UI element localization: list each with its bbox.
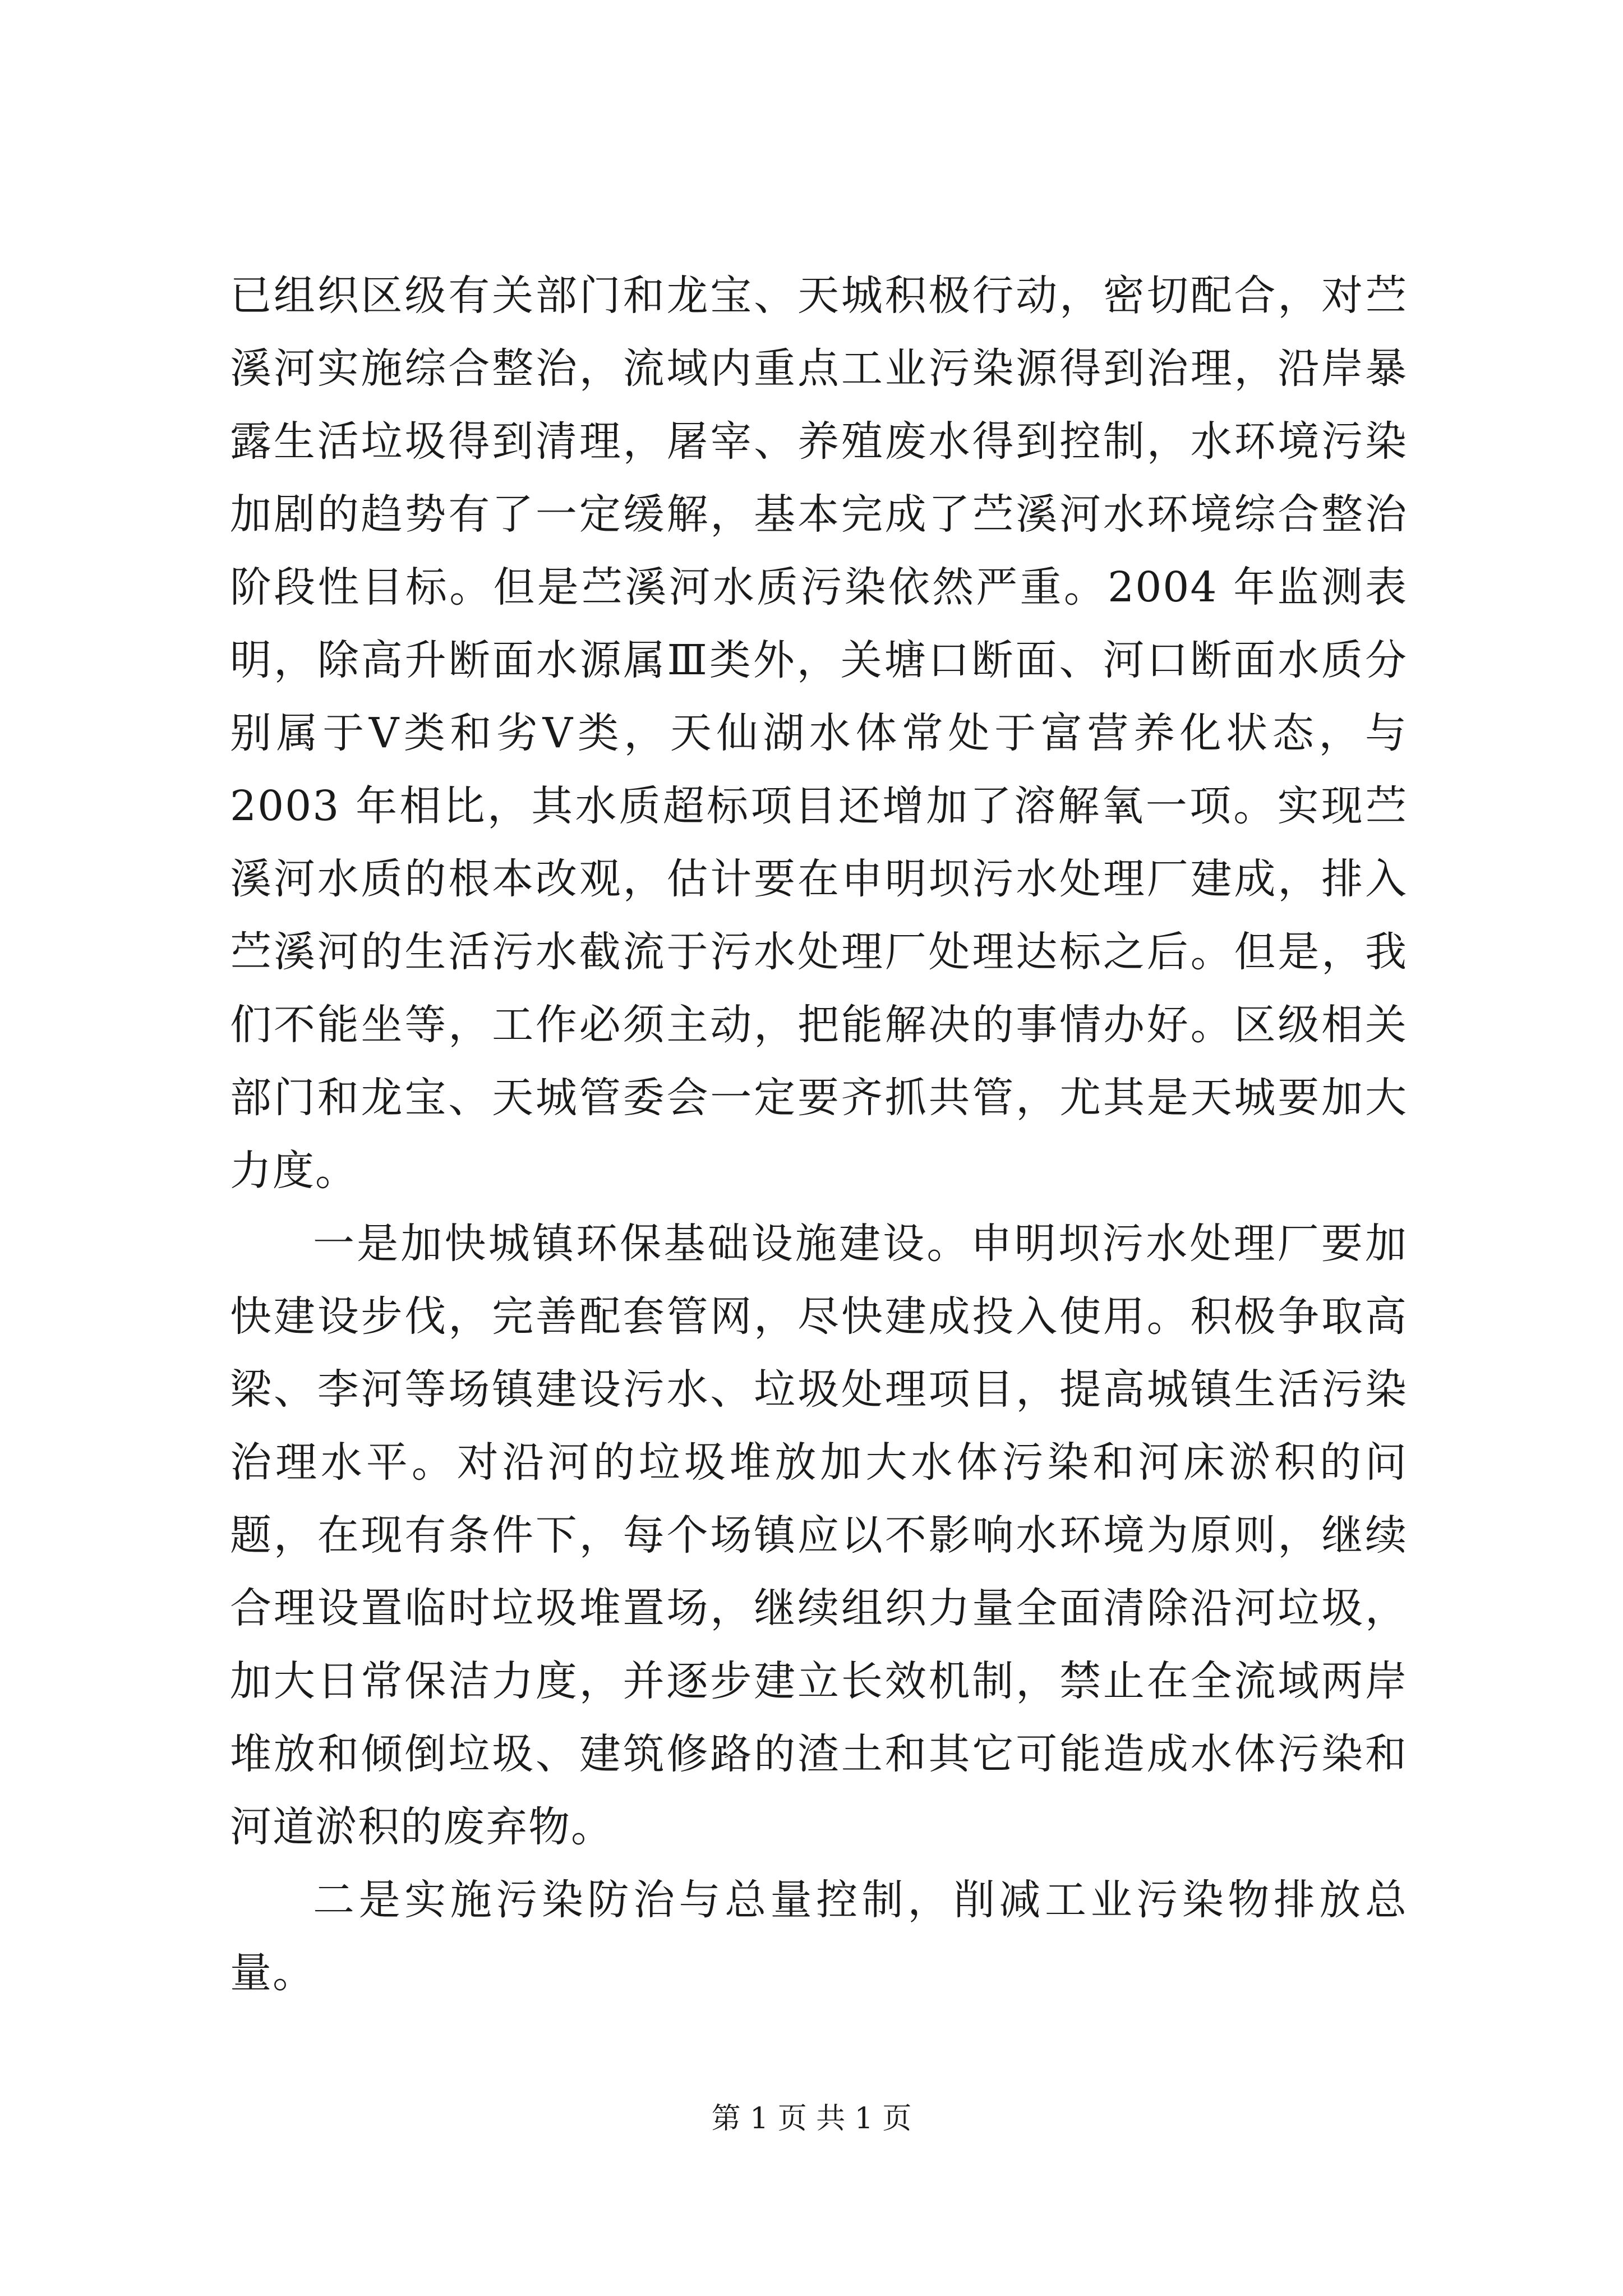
page-number-footer: 第 1 页 共 1 页 bbox=[711, 2102, 912, 2136]
paragraph-item-two: 二是实施污染防治与总量控制，削减工业污染物排放总量。 bbox=[230, 1876, 1408, 1997]
paragraph-continued: 已组织区级有关部门和龙宝、天城积极行动，密切配合，对苎溪河实施综合整治，流域内重点工业污染源得到治理，沿岸暴露生活垃圾得到清理，屠宰、养殖废水得到控制，水环境污染加剧的趋势有了一定缓解，基本完成了苎溪河水环境综合整治阶段性目标。但是苎溪河水质污染依然严重。2004 年监测表明，除高升断面水源属Ⅲ类外，关塘口断面、河口断面水质分别属于Ⅴ类和劣Ⅴ类，天仙湖水体常处于富营养化状态，与 2003 年相比，其水质超标项目还增加了溶解氧一项。实现苎溪河水质的根本改观，估计要在申明坝污水处理厂建成，排入苎溪河的生活污水截流于污水处理厂处理达标之后。但是，我们不能坐等，工作必须主动，把能解决的事情办好。区级相关部门和龙宝、天城管委会一定要齐抓共管，尤其是天城要加大力度。 bbox=[230, 272, 1408, 1195]
body-text bbox=[230, 259, 1408, 2009]
paragraph-item-one: 一是加快城镇环保基础设施建设。申明坝污水处理厂要加快建设步伐，完善配套管网，尽快建成投入使用。积极争取高梁、李河等场镇建设污水、垃圾处理项目，提高城镇生活污染治理水平。对沿河的垃圾堆放加大水体污染和河床淤积的问题，在现有条件下，每个场镇应以不影响水环境为原则，继续合理设置临时垃圾堆置场，继续组织力量全面清除沿河垃圾，加大日常保洁力度，并逐步建立长效机制，禁止在全流域两岸堆放和倾倒垃圾、建筑修路的渣土和其它可能造成水体污染和河道淤积的废弃物。 bbox=[230, 1220, 1408, 1851]
